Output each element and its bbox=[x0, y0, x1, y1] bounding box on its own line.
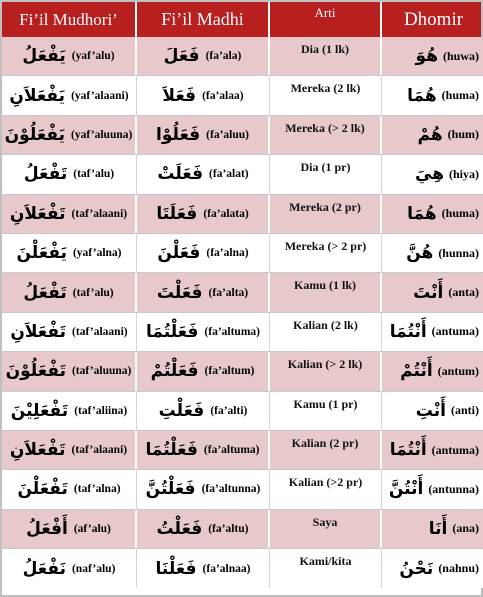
dhomir-cell bbox=[382, 234, 483, 272]
madhi-cell bbox=[137, 392, 270, 430]
madhi-arabic: فَعَلَتَا bbox=[156, 203, 198, 224]
madhi-cell bbox=[137, 76, 270, 114]
arti-cell: Kalian (> 2 lk) bbox=[270, 352, 382, 390]
mudhori-transliteration: (taf’alaani) bbox=[71, 444, 128, 457]
madhi-cell bbox=[137, 510, 270, 548]
dhomir-cell bbox=[382, 352, 483, 390]
dhomir-arabic: أَنْتِ bbox=[415, 400, 446, 421]
header-fiil-mudhori: Fi’il Mudhori’ bbox=[2, 2, 137, 37]
dhomir-cell bbox=[382, 273, 483, 311]
dhomir-transliteration: (hum) bbox=[447, 127, 479, 142]
arti-cell: Kalian (2 pr) bbox=[270, 431, 382, 469]
arti-cell: Mereka (2 lk) bbox=[270, 76, 382, 114]
mudhori-cell bbox=[2, 273, 137, 311]
madhi-cell bbox=[137, 116, 270, 154]
mudhori-arabic: تَفْعَلاَنِ bbox=[10, 321, 67, 342]
dhomir-transliteration: (hunna) bbox=[438, 245, 479, 260]
mudhori-transliteration: (taf’alna) bbox=[73, 483, 121, 496]
table-row bbox=[2, 470, 481, 509]
header-arti: Arti bbox=[270, 2, 382, 37]
dhomir-arabic: هُنَّ bbox=[406, 243, 434, 264]
mudhori-cell bbox=[2, 392, 137, 430]
table-row bbox=[2, 549, 481, 588]
dhomir-transliteration: (hiya) bbox=[449, 166, 479, 181]
mudhori-transliteration: (af’alu) bbox=[73, 522, 111, 535]
mudhori-arabic: تَفْعَلاَنِ bbox=[9, 440, 66, 461]
table-row bbox=[2, 273, 481, 312]
madhi-transliteration: (fa’ala) bbox=[205, 50, 242, 63]
mudhori-cell bbox=[2, 76, 137, 114]
madhi-arabic: فَعَلْنَا bbox=[155, 558, 197, 579]
mudhori-cell bbox=[2, 470, 137, 508]
mudhori-cell bbox=[2, 195, 137, 233]
table-row bbox=[2, 352, 481, 391]
table-row bbox=[2, 116, 481, 155]
madhi-cell bbox=[137, 431, 270, 469]
arti-cell: Mereka (2 pr) bbox=[270, 195, 382, 233]
dhomir-transliteration: (huwa) bbox=[442, 48, 479, 63]
mudhori-arabic: يَفْعَلُوْنَ bbox=[4, 124, 65, 145]
dhomir-cell bbox=[382, 116, 483, 154]
table-row bbox=[2, 431, 481, 470]
dhomir-cell bbox=[382, 76, 483, 114]
madhi-transliteration: (fa’alata) bbox=[203, 207, 249, 220]
mudhori-cell bbox=[2, 234, 137, 272]
mudhori-transliteration: (yaf’alna) bbox=[72, 247, 122, 260]
madhi-transliteration: (fa’alnaa) bbox=[202, 562, 251, 575]
header-dhomir: Dhomir bbox=[403, 9, 464, 30]
mudhori-cell bbox=[2, 431, 137, 469]
dhomir-arabic: أَنْتُمَا bbox=[389, 321, 427, 342]
mudhori-transliteration: (yaf’aluuna) bbox=[70, 128, 133, 141]
madhi-arabic: فَعَلُوْا bbox=[156, 124, 201, 145]
dhomir-transliteration: (anta) bbox=[448, 285, 479, 300]
dhomir-cell bbox=[382, 37, 483, 75]
mudhori-cell bbox=[2, 313, 137, 351]
dhomir-cell bbox=[382, 155, 483, 193]
mudhori-transliteration: (taf’aliina) bbox=[74, 404, 128, 417]
madhi-arabic: فَعَلْتُنَّ bbox=[145, 479, 196, 500]
mudhori-arabic: أَفْعَلُ bbox=[26, 518, 68, 539]
dhomir-transliteration: (ana) bbox=[452, 521, 479, 536]
arti-cell: Kalian (>2 pr) bbox=[270, 470, 382, 508]
dhomir-arabic: هُمْ bbox=[417, 124, 443, 145]
arti-cell: Kami/kita bbox=[270, 549, 382, 588]
mudhori-cell bbox=[2, 352, 137, 390]
dhomir-transliteration: (huma) bbox=[441, 206, 479, 221]
mudhori-arabic: نَفْعَلُ bbox=[22, 558, 66, 579]
dhomir-cell bbox=[382, 392, 483, 430]
table-row bbox=[2, 234, 481, 273]
madhi-cell bbox=[137, 352, 270, 390]
arti-cell: Kamu (1 pr) bbox=[270, 392, 382, 430]
dhomir-transliteration: (antuma) bbox=[431, 442, 479, 457]
madhi-transliteration: (fa’alta) bbox=[208, 286, 249, 299]
madhi-transliteration: (fa’altunna) bbox=[201, 483, 261, 496]
table-row bbox=[2, 155, 481, 194]
madhi-transliteration: (fa’aluu) bbox=[206, 128, 249, 141]
arti-cell: Dia (1 pr) bbox=[270, 155, 382, 193]
madhi-transliteration: (fa’alti) bbox=[210, 404, 248, 417]
madhi-arabic: فَعَلْتَ bbox=[156, 282, 203, 303]
mudhori-arabic: تَفْعَلاَنِ bbox=[9, 203, 66, 224]
arti-cell: Saya bbox=[270, 510, 382, 548]
madhi-arabic: فَعَلْتُ bbox=[156, 518, 203, 539]
mudhori-arabic: يَفْعَلْنَ bbox=[16, 243, 67, 264]
table-row bbox=[2, 392, 481, 431]
dhomir-cell bbox=[382, 470, 483, 508]
dhomir-cell bbox=[382, 549, 483, 588]
madhi-cell bbox=[137, 470, 270, 508]
madhi-arabic: فَعَلاَ bbox=[162, 85, 197, 106]
mudhori-transliteration: (yaf’alu) bbox=[71, 50, 115, 63]
madhi-cell bbox=[137, 313, 270, 351]
mudhori-transliteration: (naf’alu) bbox=[71, 562, 116, 575]
dhomir-transliteration: (antuma) bbox=[431, 324, 479, 339]
mudhori-cell bbox=[2, 116, 137, 154]
madhi-cell bbox=[137, 234, 270, 272]
madhi-arabic: فَعَلْتُمَا bbox=[145, 440, 198, 461]
table-row bbox=[2, 37, 481, 76]
dhomir-cell bbox=[382, 431, 483, 469]
header-fiil-madhi: Fi’il Madhi bbox=[137, 2, 270, 37]
madhi-cell bbox=[137, 549, 270, 588]
dhomir-arabic: أَنْتُمَا bbox=[389, 440, 427, 461]
madhi-arabic: فَعَلَ bbox=[163, 46, 200, 67]
table-row bbox=[2, 76, 481, 115]
dhomir-arabic: هُوَ bbox=[415, 46, 438, 67]
mudhori-transliteration: (yaf’alaani) bbox=[71, 89, 129, 102]
dhomir-arabic: هُمَا bbox=[407, 203, 437, 224]
dhomir-arabic: أَنْتَ bbox=[413, 282, 444, 303]
madhi-arabic: فَعَلَتْ bbox=[157, 164, 204, 185]
mudhori-transliteration: (taf’alaani) bbox=[72, 325, 128, 338]
madhi-cell bbox=[137, 155, 270, 193]
dhomir-cell bbox=[382, 510, 483, 548]
dhomir-cell bbox=[382, 195, 483, 233]
mudhori-cell bbox=[2, 549, 137, 588]
table-body bbox=[2, 37, 481, 588]
dhomir-arabic: هِيَ bbox=[415, 164, 444, 185]
dhomir-transliteration: (nahnu) bbox=[438, 561, 479, 576]
dhomir-arabic: أَنْتُمْ bbox=[400, 361, 433, 382]
arti-cell: Kalian (2 lk) bbox=[270, 313, 382, 351]
dhomir-transliteration: (huma) bbox=[441, 88, 479, 103]
mudhori-cell bbox=[2, 155, 137, 193]
mudhori-arabic: تَفْعَلِيْنَ bbox=[10, 400, 69, 421]
madhi-transliteration: (fa’alaa) bbox=[202, 89, 244, 102]
mudhori-arabic: يَفْعَلُ bbox=[22, 46, 66, 67]
dhomir-arabic: نَحْنُ bbox=[399, 558, 434, 579]
madhi-cell bbox=[137, 273, 270, 311]
table-row bbox=[2, 510, 481, 549]
arti-cell: Dia (1 lk) bbox=[270, 37, 382, 75]
mudhori-transliteration: (taf’aluuna) bbox=[71, 365, 132, 378]
table-row bbox=[2, 313, 481, 352]
dhomir-transliteration: (anti) bbox=[451, 403, 479, 418]
mudhori-arabic: تَفْعَلْنَ bbox=[17, 479, 68, 500]
mudhori-arabic: تَفْعَلُ bbox=[23, 282, 67, 303]
madhi-arabic: فَعَلْتُمَا bbox=[146, 321, 199, 342]
madhi-arabic: فَعَلْنَ bbox=[157, 243, 201, 264]
dhomir-cell bbox=[382, 313, 483, 351]
madhi-transliteration: (fa’altuma) bbox=[204, 325, 260, 338]
madhi-transliteration: (fa’alat) bbox=[209, 168, 249, 181]
arti-cell: Mereka (> 2 lk) bbox=[270, 116, 382, 154]
madhi-transliteration: (fa’alna) bbox=[206, 247, 249, 260]
madhi-cell bbox=[137, 37, 270, 75]
table-header bbox=[2, 2, 481, 37]
madhi-cell bbox=[137, 195, 270, 233]
madhi-transliteration: (fa’altuma) bbox=[203, 444, 260, 457]
dhomir-arabic: أَنَا bbox=[428, 518, 448, 539]
mudhori-transliteration: (taf’alaani) bbox=[71, 207, 128, 220]
dhomir-transliteration: (antum) bbox=[437, 363, 479, 378]
mudhori-transliteration: (taf’alu) bbox=[72, 286, 114, 299]
mudhori-arabic: تَفْعَلُوْنَ bbox=[5, 361, 66, 382]
dhomir-arabic: أَنْتُنَّ bbox=[388, 479, 424, 500]
dhomir-transliteration: (antunna) bbox=[428, 481, 479, 496]
mudhori-cell bbox=[2, 510, 137, 548]
mudhori-arabic: يَفْعَلاَنِ bbox=[9, 85, 66, 106]
madhi-arabic: فَعَلْتِ bbox=[158, 400, 205, 421]
arti-cell: Kamu (1 lk) bbox=[270, 273, 382, 311]
mudhori-arabic: تَفْعَلُ bbox=[23, 164, 68, 185]
arti-cell: Mereka (> 2 pr) bbox=[270, 234, 382, 272]
dhomir-arabic: هُمَا bbox=[407, 85, 437, 106]
madhi-transliteration: (fa’altu) bbox=[208, 522, 249, 535]
madhi-transliteration: (fa’altum) bbox=[204, 365, 255, 378]
mudhori-transliteration: (taf’alu) bbox=[73, 168, 115, 181]
mudhori-cell bbox=[2, 37, 137, 75]
table-row bbox=[2, 195, 481, 234]
madhi-arabic: فَعَلْتُمْ bbox=[150, 361, 199, 382]
